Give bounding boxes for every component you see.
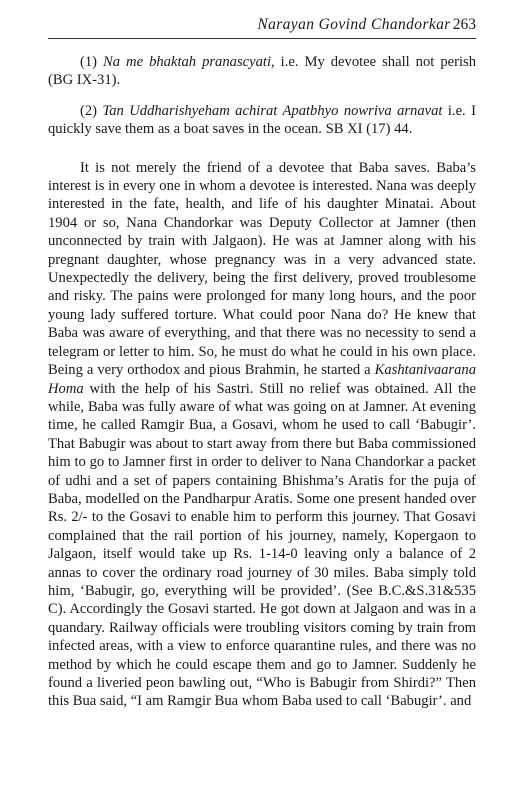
citation-2 (48, 102, 476, 139)
body-text-part-2: with the help of his Sastri. Still no relief was obtained. All the while, Baba was fully aware of what was going on at Jamner. At evening time, he called Ramgir Bua, a Gosavi, whom he used to call ‘Babugir’. That Babugir was about to start away from there but Baba commissioned him to go to Jamner first in order to deliver to Nana Chandorkar a packet of udhi and a set of papers containing Bhishma’s Aratis for the puja of Baba, modelled on the Pandharpur Aratis. Some one present handed over Rs. 2/- to the Gosavi to enable him to perform this journey. That Gosavi complained that the rail portion of his journey, namely, Kopergaon to Jalgaon, itself would take up Rs. 1-14-0 leaving only a balance of 2 annas to cover the ordinary road journey of 30 miles. Baba simply told him, ‘Babugir, go, everything will be provided’. (See B.C.&S.31&535 C). Accordingly the Gosavi started. He got down at Jalgaon and was in a quandary. Railway officials were troubling visitors coming by train from infected areas, with a view to enforce quarantine rules, and there was no method by which he could escape them and go to Jamner. Suddenly he found a liveried peon bawling out, “Who is Babugir from Shirdi?” Then this Bua said, “I am Ramgir Bua whom Baba used to call ‘Babugir’. and (48, 380, 476, 710)
body-paragraph (48, 159, 476, 711)
citation-1-sanskrit: Na me bhaktah pranascyati, (103, 54, 275, 70)
running-title: Narayan Govind Chandorkar (257, 16, 451, 33)
citation-1 (48, 53, 476, 90)
page-number: 263 (452, 16, 476, 33)
citation-2-translation: i.e. I quickly save them as a boat saves in the ocean. SB XI (17) 44. (48, 102, 476, 138)
running-header (48, 16, 476, 39)
body-text-part-1: It is not merely the friend of a devotee that Baba saves. Baba’s interest is in every one in whom a devotee is interested. Nana was deeply interested in the fate, health, and life of his daughter Minatai. About 1904 or so, Nana Chandorkar was Deputy Collector at Jamner (then unconnected by train with Jalgaon). He was at Jamner along with his pregnant daughter, whose pregnancy was in a very advanced state. Unexpectedly the delivery, being the first delivery, proved troublesome and risky. The pains were prolonged for many long hours, and the poor young lady suffered torture. What could poor Nana do? He knew that Baba was aware of everything, and that there was no necessity to send a telegram or letter to him. So, he must do what he could in his own place. Being a very orthodox and pious Brahmin, he started a (48, 159, 476, 379)
citation-1-translation: i.e. My devotee shall not perish (BG IX-31). (48, 54, 476, 89)
citation-2-number: (2) (80, 102, 98, 119)
body-italic-term: Kashtanivaarana Homa (48, 362, 476, 397)
book-page (48, 16, 476, 711)
citation-1-number: (1) (80, 54, 98, 70)
citation-2-sanskrit: Tan Uddharishyeham achirat Apatbhyo nowriva arnavat (102, 102, 443, 119)
